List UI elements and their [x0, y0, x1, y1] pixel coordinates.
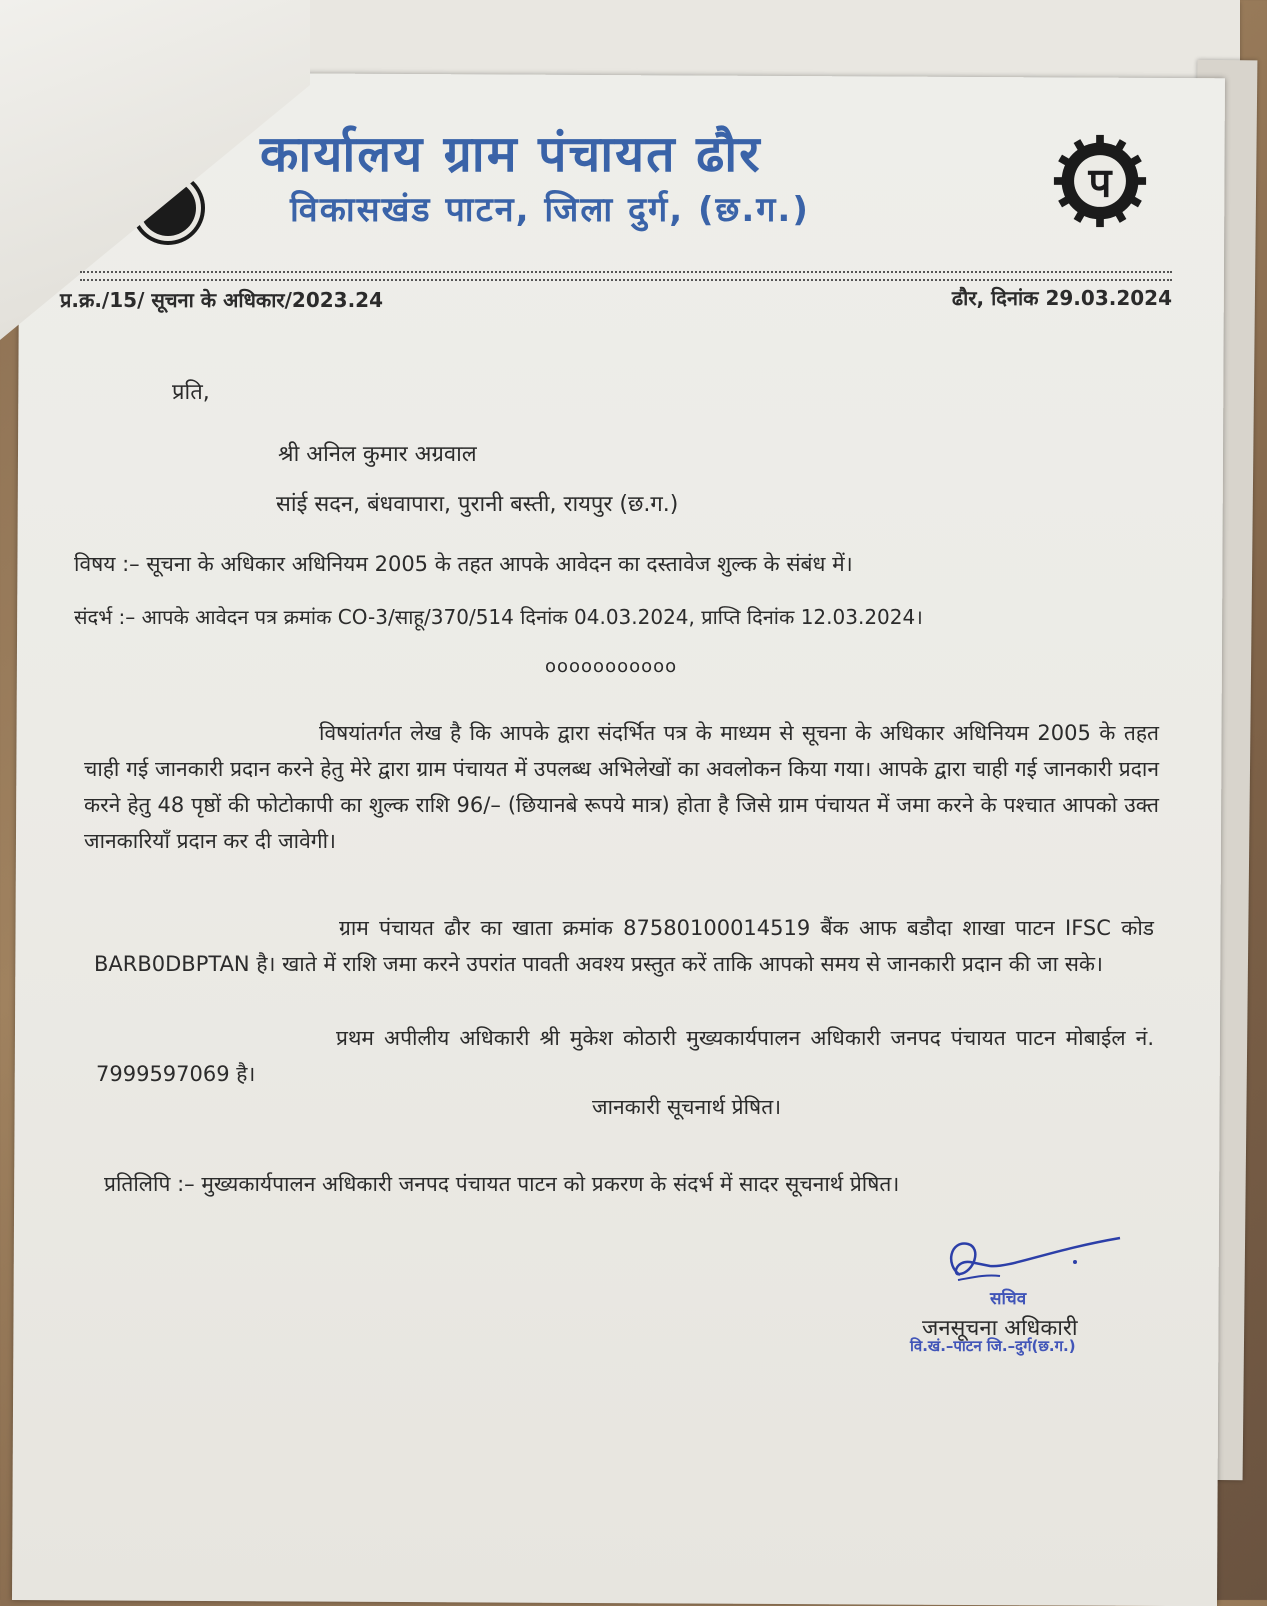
- letterhead-title: कार्यालय ग्राम पंचायत ढौर: [260, 125, 762, 183]
- signatory-designation: जनसूचना अधिकारी: [922, 1316, 1078, 1341]
- stamp-title: सचिव: [990, 1289, 1027, 1309]
- body-paragraph: प्रथम अपीलीय अधिकारी श्री मुकेश कोठारी मुख्यकार्यपालन अधिकारी जनपद पंचायत पाटन मोबाईल नं. 7999597069 है।: [96, 1026, 1154, 1086]
- body-paragraph: विषयांतर्गत लेख है कि आपके द्वारा संदर्भित पत्र के माध्यम से सूचना के अधिकार अधिनियम 2005 के तहत चाही गई जानकारी प्रदान करने हेतु मेरे द्वारा ग्राम पंचायत में उपलब्ध अभिलेखों का अवलोकन किया गया। आपके द्वारा चाही गई जानकारी प्रदान करने हेतु 48 पृष्ठों की फोटोकापी का शुल्क राशि 96/– (छियानबे रूपये मात्र) होता है जिसे ग्राम पंचायत में जमा करने के पश्चात आपको उक्त जानकारियॉं प्रदान कर दी जावेगी।: [84, 721, 1159, 853]
- addressee-address: सांई सदन, बंधवापारा, पुरानी बस्ती, रायपुर (छ.ग.): [276, 492, 679, 517]
- header-divider: [80, 271, 1172, 281]
- handwritten-signature: [930, 1230, 1130, 1300]
- reference-line: संदर्भ :– आपके आवेदन पत्र क्रमांक CO-3/साहू/370/514 दिनांक 04.03.2024, प्राप्ति दिनांक 12.03.2024।: [74, 605, 923, 629]
- reference-number: प्र.क्र./15/ सूचना के अधिकार/2023.24: [60, 288, 384, 312]
- addressee-name: श्री अनिल कुमार अग्रवाल: [278, 442, 477, 467]
- copy-to-line: प्रतिलिपि :– मुख्यकार्यपालन अधिकारी जनपद पंचायत पाटन को प्रकरण के संदर्भ में सादर सूचनार्थ प्रेषित।: [104, 1172, 900, 1196]
- stamp-location: वि.खं.–पाटन जि.–दुर्ग(छ.ग.): [910, 1337, 1076, 1355]
- gear-emblem-icon: [1052, 133, 1148, 229]
- separator: ooooooooooo: [545, 656, 678, 677]
- emblem-glyph: प: [1088, 159, 1112, 207]
- closing-line: जानकारी सूचनार्थ प्रेषित।: [592, 1095, 782, 1119]
- body-paragraph: ग्राम पंचायत ढौर का खाता क्रमांक 87580100014519 बैंक आफ बडौदा शाखा पाटन IFSC कोड BARB0DBPTAN है। खाते में राशि जमा करने उपरांत पावती अवश्य प्रस्तुत करें ताकि आपको समय से जानकारी प्रदान की जा सके।: [94, 916, 1154, 976]
- letterhead-subtitle: विकासखंड पाटन, जिला दुर्ग, (छ.ग.): [290, 190, 810, 230]
- background-paper-sheet: [310, 0, 1240, 80]
- subject-line: विषय :– सूचना के अधिकार अधिनियम 2005 के तहत आपके आवेदन का दस्तावेज शुल्क के संबंध में।: [74, 552, 853, 576]
- salutation: प्रति,: [172, 380, 210, 405]
- place-date: ढौर, दिनांक 29.03.2024: [951, 286, 1172, 310]
